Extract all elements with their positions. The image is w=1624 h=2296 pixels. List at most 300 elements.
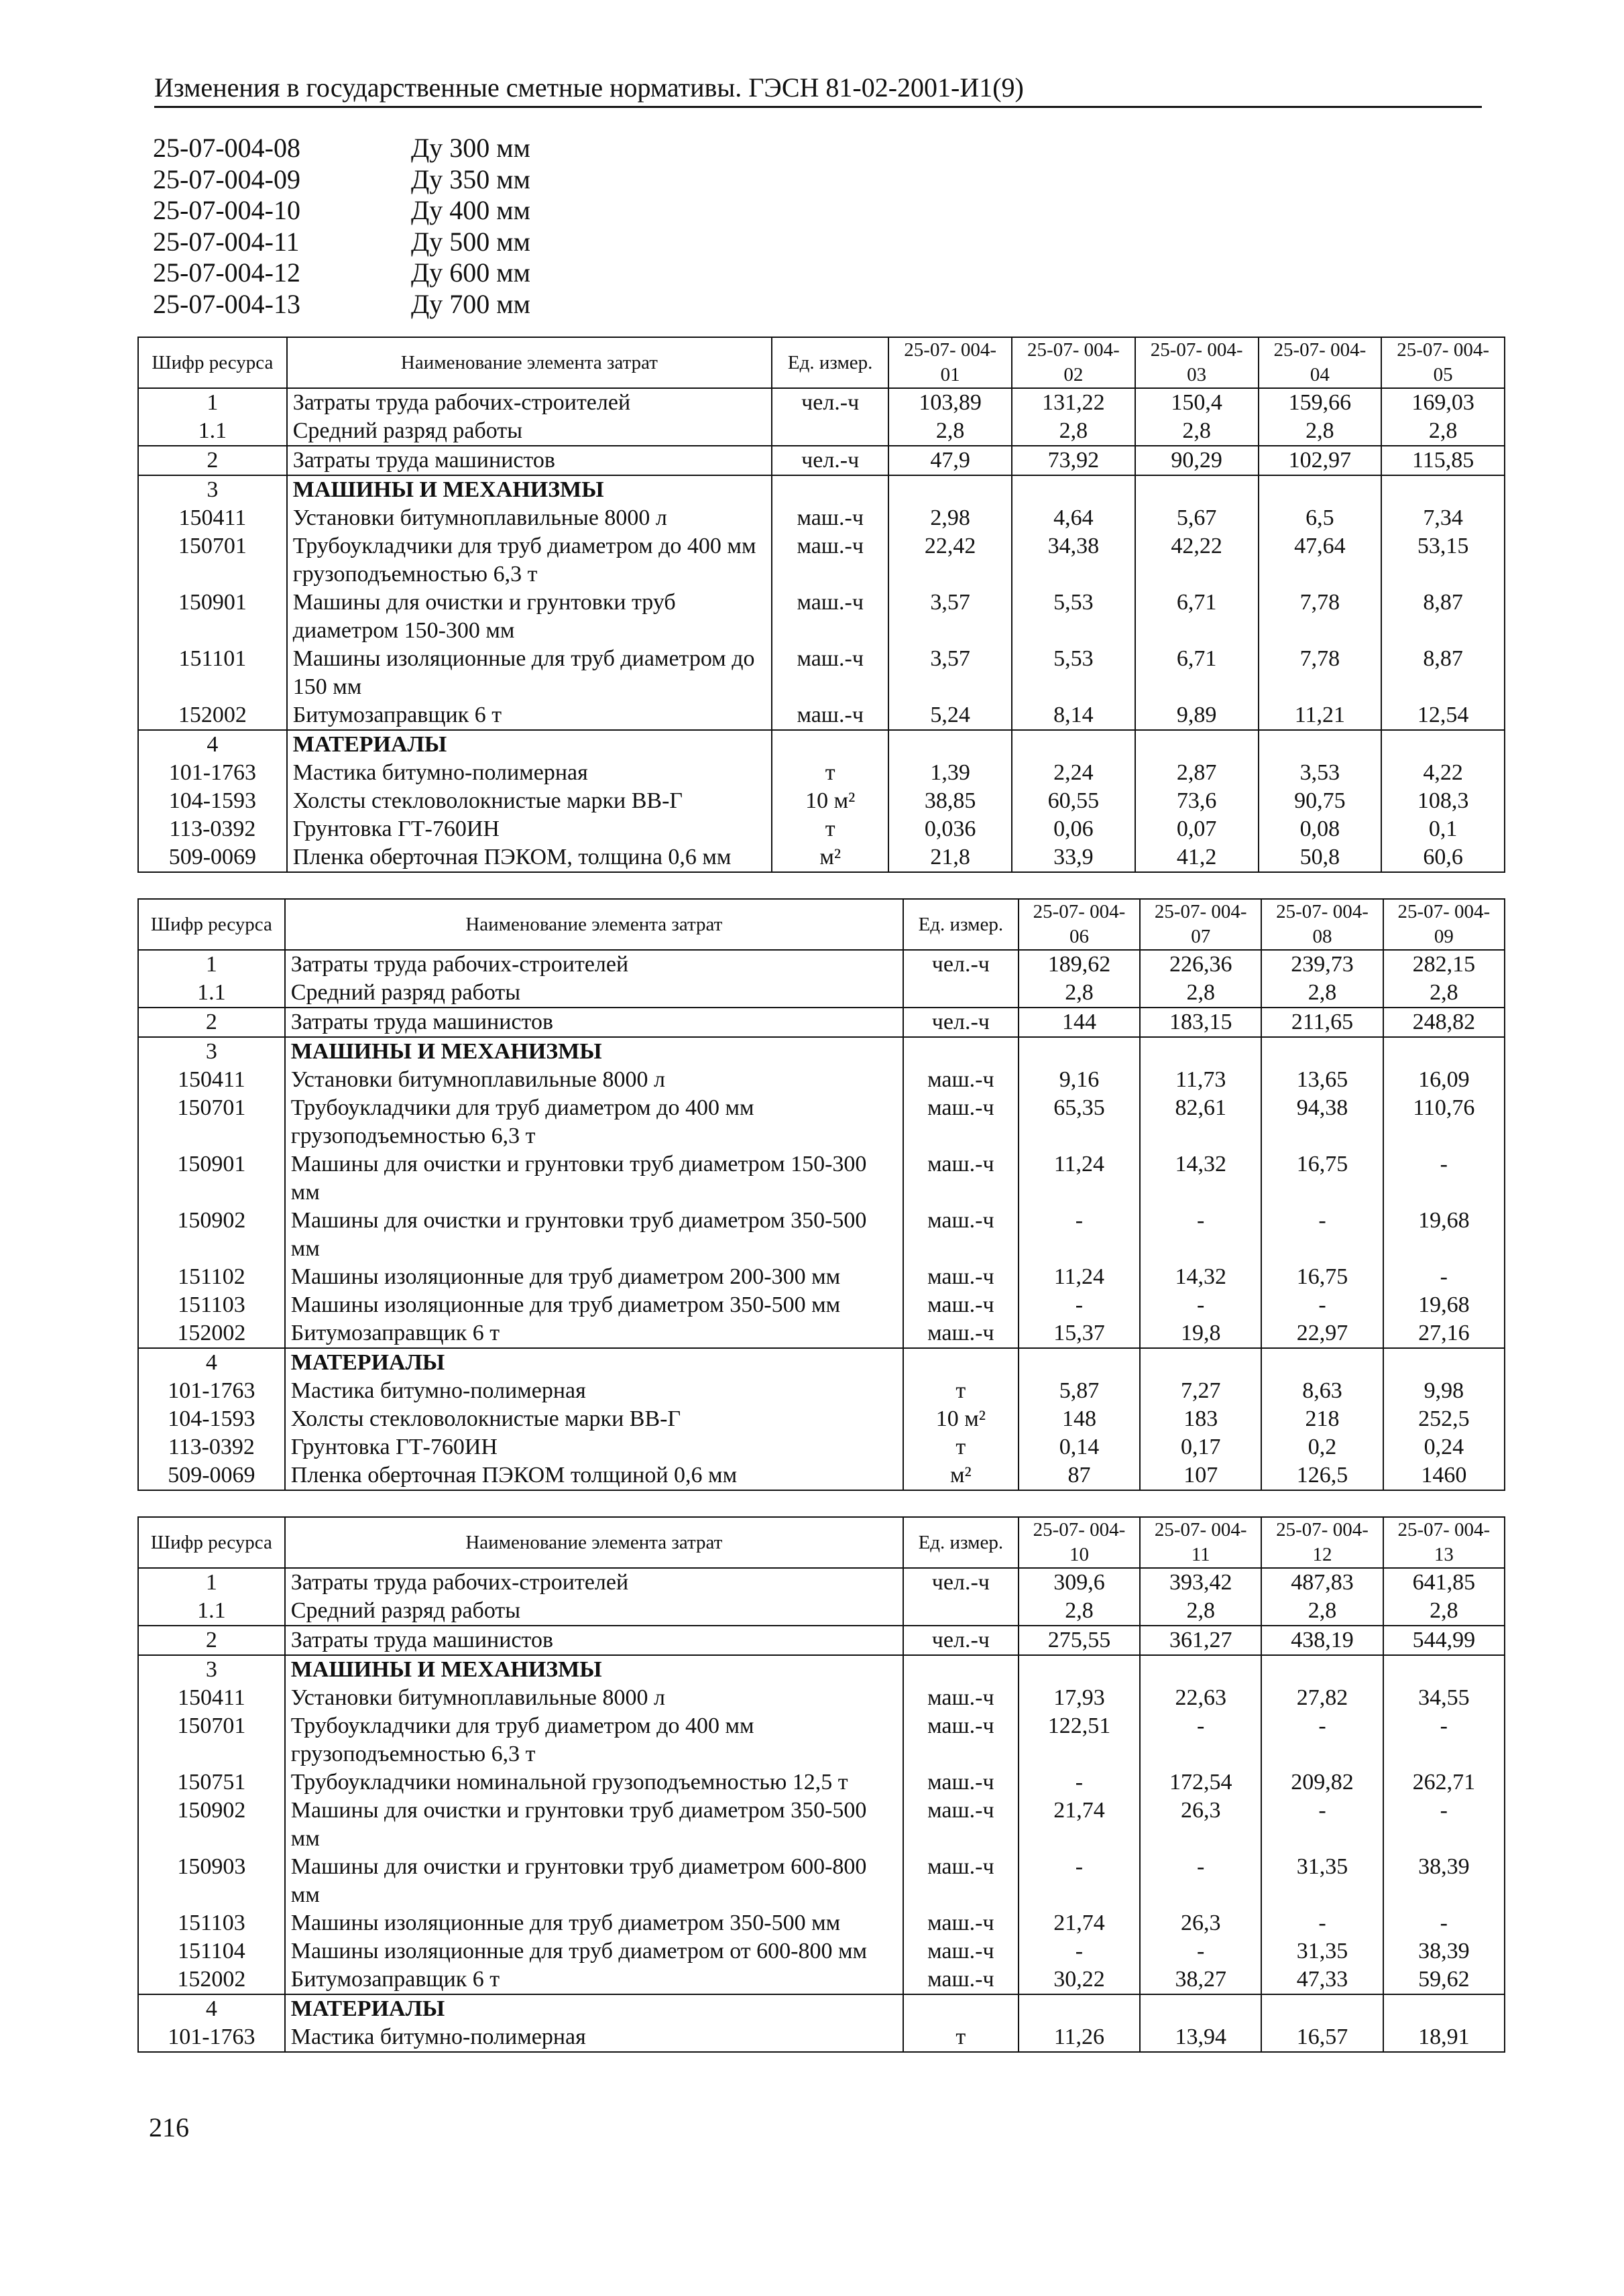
- section-row: [138, 1037, 1505, 1066]
- resource-code-cell: 150901: [138, 1150, 285, 1207]
- value-cell: 13,94: [1140, 2023, 1261, 2052]
- value-cell: [1019, 1994, 1140, 2023]
- resource-code-cell: 151104: [138, 1937, 285, 1966]
- value-cell: 22,63: [1140, 1684, 1261, 1712]
- unit-cell: маш.-ч: [903, 1768, 1019, 1797]
- value-cell: 2,8: [1019, 1597, 1140, 1626]
- unit-cell: [772, 475, 888, 504]
- cost-element-name-cell: Мастика битумно-полимерная: [290, 1378, 586, 1403]
- value-cell: 0,14: [1019, 1433, 1140, 1461]
- resource-code-cell: 152002: [138, 701, 287, 730]
- table-row: [138, 950, 1505, 979]
- unit-cell: 10 м²: [772, 787, 888, 815]
- table-row: [138, 1405, 1505, 1433]
- value-cell: 189,62: [1019, 950, 1140, 979]
- header-name-cell: Наименование элемента затрат: [285, 899, 903, 950]
- value-cell: 226,36: [1140, 950, 1261, 979]
- value-cell: 11,26: [1019, 2023, 1140, 2052]
- value-cell: 108,3: [1381, 787, 1505, 815]
- header-norm-code-cell: 25-07- 004-07: [1140, 899, 1261, 950]
- cost-element-name-cell: Холсты стекловолокнистые марки ВВ-Г: [290, 1406, 681, 1431]
- value-cell: 60,55: [1012, 787, 1135, 815]
- value-cell: 4,64: [1012, 504, 1135, 532]
- table-row: [138, 417, 1505, 446]
- value-cell: [1012, 730, 1135, 759]
- value-cell: [1381, 475, 1505, 504]
- value-cell: 47,9: [888, 446, 1012, 475]
- cost-element-name-cell: Машины изоляционные для труб диаметром до 150 мм: [292, 646, 755, 699]
- cost-element-name-cell: Трубоукладчики для труб диаметром до 400 мм грузоподъемностью 6,3 т: [290, 1713, 754, 1766]
- resource-code-cell: 150411: [138, 1684, 285, 1712]
- cost-element-name-cell: Холсты стекловолокнистые марки ВВ-Г: [292, 788, 683, 813]
- table-row: [138, 1684, 1505, 1712]
- resource-code-cell: 150903: [138, 1853, 285, 1909]
- value-cell: 5,53: [1012, 589, 1135, 645]
- value-cell: 172,54: [1140, 1768, 1261, 1797]
- value-cell: 1460: [1383, 1461, 1505, 1490]
- value-cell: 59,62: [1383, 1966, 1505, 1994]
- value-cell: 38,39: [1383, 1853, 1505, 1909]
- value-cell: 7,78: [1259, 589, 1382, 645]
- unit-cell: т: [772, 759, 888, 787]
- value-cell: 0,036: [888, 815, 1012, 843]
- resource-code-cell: 150701: [138, 1712, 285, 1768]
- value-cell: -: [1261, 1909, 1383, 1937]
- unit-cell: [903, 1655, 1019, 1684]
- cost-element-name-cell: Машины для очистки и грунтовки труб диаметром 350-500 мм: [290, 1208, 867, 1261]
- resource-code-cell: 4: [138, 730, 287, 759]
- cost-element-name-cell: Машины изоляционные для труб диаметром 350-500 мм: [290, 1911, 841, 1935]
- resource-code-cell: 113-0392: [138, 1433, 285, 1461]
- value-cell: 15,37: [1019, 1319, 1140, 1348]
- value-cell: 73,92: [1012, 446, 1135, 475]
- item-desc: Ду 600 мм: [411, 257, 530, 288]
- value-cell: 11,73: [1140, 1066, 1261, 1094]
- value-cell: 0,2: [1261, 1433, 1383, 1461]
- value-cell: 2,24: [1012, 759, 1135, 787]
- resource-code-cell: 101-1763: [138, 2023, 285, 2052]
- value-cell: [1140, 1348, 1261, 1377]
- value-cell: 19,8: [1140, 1319, 1261, 1348]
- value-cell: 282,15: [1383, 950, 1505, 979]
- value-cell: 6,5: [1259, 504, 1382, 532]
- value-cell: 309,6: [1019, 1568, 1140, 1597]
- value-cell: 26,3: [1140, 1909, 1261, 1937]
- value-cell: 2,8: [1012, 417, 1135, 446]
- value-cell: 252,5: [1383, 1405, 1505, 1433]
- resource-code-cell: 150902: [138, 1207, 285, 1263]
- unit-cell: [903, 1037, 1019, 1066]
- cost-element-name-cell: Битумозаправщик 6 т: [292, 703, 502, 727]
- unit-cell: маш.-ч: [772, 589, 888, 645]
- unit-cell: маш.-ч: [903, 1319, 1019, 1348]
- value-cell: 3,53: [1259, 759, 1382, 787]
- page-header: Изменения в государственные сметные нормативы. ГЭСН 81-02-2001-И1(9): [154, 72, 1482, 108]
- value-cell: 13,65: [1261, 1066, 1383, 1094]
- value-cell: 5,67: [1135, 504, 1259, 532]
- value-cell: 239,73: [1261, 950, 1383, 979]
- value-cell: -: [1019, 1853, 1140, 1909]
- value-cell: 110,76: [1383, 1094, 1505, 1150]
- cost-element-name-cell: Средний разряд работы: [290, 980, 521, 1005]
- unit-cell: т: [772, 815, 888, 843]
- value-cell: [888, 730, 1012, 759]
- value-cell: -: [1383, 1712, 1505, 1768]
- value-cell: 0,24: [1383, 1433, 1505, 1461]
- resource-code-cell: 2: [138, 1008, 285, 1037]
- value-cell: 11,24: [1019, 1263, 1140, 1291]
- value-cell: -: [1140, 1291, 1261, 1319]
- cost-element-name-cell: Затраты труда рабочих-строителей: [285, 950, 903, 979]
- cost-element-name-cell: Машины изоляционные для труб диаметром 350-500 мм: [290, 1292, 841, 1317]
- unit-cell: т: [903, 1433, 1019, 1461]
- value-cell: -: [1261, 1291, 1383, 1319]
- value-cell: 50,8: [1259, 843, 1382, 872]
- unit-cell: чел.-ч: [772, 388, 888, 417]
- value-cell: 144: [1019, 1008, 1140, 1037]
- value-cell: 8,87: [1381, 645, 1505, 701]
- cost-element-name-cell: Установки битумноплавильные 8000 л: [290, 1067, 665, 1092]
- resource-code-cell: 101-1763: [138, 759, 287, 787]
- value-cell: 17,93: [1019, 1684, 1140, 1712]
- value-cell: [1383, 1348, 1505, 1377]
- value-cell: [1383, 1655, 1505, 1684]
- resource-code-cell: 1.1: [138, 979, 285, 1008]
- value-cell: 487,83: [1261, 1568, 1383, 1597]
- value-cell: 2,8: [1019, 979, 1140, 1008]
- value-cell: 7,27: [1140, 1377, 1261, 1405]
- unit-cell: маш.-ч: [903, 1937, 1019, 1966]
- value-cell: 6,71: [1135, 645, 1259, 701]
- value-cell: 73,6: [1135, 787, 1259, 815]
- value-cell: [1140, 1655, 1261, 1684]
- unit-cell: чел.-ч: [903, 1008, 1019, 1037]
- value-cell: -: [1140, 1937, 1261, 1966]
- value-cell: -: [1383, 1263, 1505, 1291]
- value-cell: 33,9: [1012, 843, 1135, 872]
- table-row: [138, 759, 1505, 787]
- value-cell: 82,61: [1140, 1094, 1261, 1150]
- cost-element-name-cell: Машины для очистки и грунтовки труб диаметром 150-300 мм: [290, 1152, 867, 1205]
- value-cell: 641,85: [1383, 1568, 1505, 1597]
- table-header-row: [138, 899, 1505, 950]
- resource-code-cell: 152002: [138, 1966, 285, 1994]
- resource-code-cell: 3: [138, 1655, 285, 1684]
- table-row: [138, 1207, 1505, 1263]
- cost-element-name-cell: Затраты труда машинистов: [285, 1626, 903, 1655]
- value-cell: 159,66: [1259, 388, 1382, 417]
- value-cell: 0,1: [1381, 815, 1505, 843]
- table-row: [138, 388, 1505, 417]
- value-cell: [1259, 730, 1382, 759]
- resource-code-cell: 152002: [138, 1319, 285, 1348]
- table-row: [138, 1626, 1505, 1655]
- value-cell: 2,8: [1140, 1597, 1261, 1626]
- codes-list: [153, 133, 530, 320]
- header-name-cell: Наименование элемента затрат: [287, 337, 772, 388]
- unit-cell: чел.-ч: [903, 950, 1019, 979]
- resource-code-cell: 1: [138, 1568, 285, 1597]
- value-cell: 0,07: [1135, 815, 1259, 843]
- item-code: 25-07-004-08: [153, 133, 300, 163]
- value-cell: -: [1261, 1797, 1383, 1853]
- cost-element-name-cell: Машины изоляционные для труб диаметром 200-300 мм: [290, 1264, 841, 1289]
- value-cell: -: [1019, 1768, 1140, 1797]
- value-cell: 126,5: [1261, 1461, 1383, 1490]
- item-code: 25-07-004-11: [153, 226, 300, 257]
- resource-code-cell: 509-0069: [138, 1461, 285, 1490]
- table-row: [138, 979, 1505, 1008]
- cost-element-name-cell: Грунтовка ГТ-760ИН: [290, 1435, 498, 1459]
- table-row: [138, 1008, 1505, 1037]
- value-cell: [1140, 1037, 1261, 1066]
- table-row: [138, 1937, 1505, 1966]
- value-cell: 18,91: [1383, 2023, 1505, 2052]
- cost-element-name-cell: Машины для очистки и грунтовки труб диаметром 150-300 мм: [292, 590, 676, 643]
- resource-code-cell: 4: [138, 1348, 285, 1377]
- table-row: [138, 589, 1505, 645]
- unit-cell: [772, 417, 888, 446]
- resource-code-cell: 2: [138, 1626, 285, 1655]
- table-row: [138, 1909, 1505, 1937]
- value-cell: -: [1383, 1909, 1505, 1937]
- codes-list-item: [153, 164, 530, 196]
- resource-code-cell: 104-1593: [138, 787, 287, 815]
- codes-list-item: [153, 289, 530, 320]
- cost-element-name-cell: Затраты труда рабочих-строителей: [287, 388, 772, 417]
- value-cell: -: [1019, 1207, 1140, 1263]
- unit-cell: маш.-ч: [772, 645, 888, 701]
- header-norm-code-cell: 25-07- 004-03: [1135, 337, 1259, 388]
- value-cell: 2,8: [1259, 417, 1382, 446]
- resource-code-cell: 150751: [138, 1768, 285, 1797]
- cost-element-name-cell: МАТЕРИАЛЫ: [285, 1348, 903, 1377]
- cost-element-name-cell: Средний разряд работы: [292, 418, 523, 443]
- value-cell: 2,8: [888, 417, 1012, 446]
- header-norm-code-cell: 25-07- 004-06: [1019, 899, 1140, 950]
- table-row: [138, 701, 1505, 730]
- cost-element-name-cell: Затраты труда рабочих-строителей: [285, 1568, 903, 1597]
- norms-table-2: [137, 898, 1505, 1491]
- table-row: [138, 1597, 1505, 1626]
- unit-cell: маш.-ч: [903, 1966, 1019, 1994]
- cost-element-name-cell: Битумозаправщик 6 т: [290, 1967, 500, 1992]
- unit-cell: [903, 1348, 1019, 1377]
- value-cell: 5,53: [1012, 645, 1135, 701]
- table-row: [138, 815, 1505, 843]
- value-cell: 107: [1140, 1461, 1261, 1490]
- resource-code-cell: 150701: [138, 532, 287, 589]
- header-norm-code-cell: 25-07- 004-11: [1140, 1517, 1261, 1568]
- unit-cell: маш.-ч: [772, 532, 888, 589]
- resource-code-cell: 101-1763: [138, 1377, 285, 1405]
- value-cell: 5,24: [888, 701, 1012, 730]
- section-row: [138, 475, 1505, 504]
- value-cell: 6,71: [1135, 589, 1259, 645]
- value-cell: 22,42: [888, 532, 1012, 589]
- resource-code-cell: 1.1: [138, 1597, 285, 1626]
- value-cell: 5,87: [1019, 1377, 1140, 1405]
- value-cell: 53,15: [1381, 532, 1505, 589]
- value-cell: 150,4: [1135, 388, 1259, 417]
- value-cell: 87: [1019, 1461, 1140, 1490]
- value-cell: 103,89: [888, 388, 1012, 417]
- item-desc: Ду 400 мм: [411, 195, 530, 225]
- header-norm-code-cell: 25-07- 004-12: [1261, 1517, 1383, 1568]
- item-desc: Ду 300 мм: [411, 133, 530, 163]
- value-cell: 34,55: [1383, 1684, 1505, 1712]
- value-cell: 275,55: [1019, 1626, 1140, 1655]
- value-cell: [1261, 1037, 1383, 1066]
- table-row: [138, 1568, 1505, 1597]
- unit-cell: [903, 979, 1019, 1008]
- value-cell: 4,22: [1381, 759, 1505, 787]
- value-cell: 361,27: [1140, 1626, 1261, 1655]
- resource-code-cell: 151102: [138, 1263, 285, 1291]
- value-cell: 7,78: [1259, 645, 1382, 701]
- table-row: [138, 1797, 1505, 1853]
- resource-code-cell: 3: [138, 1037, 285, 1066]
- value-cell: -: [1019, 1937, 1140, 1966]
- value-cell: 26,3: [1140, 1797, 1261, 1853]
- cost-element-name-cell: Машины для очистки и грунтовки труб диаметром 350-500 мм: [290, 1798, 867, 1851]
- value-cell: 0,17: [1140, 1433, 1261, 1461]
- value-cell: 544,99: [1383, 1626, 1505, 1655]
- value-cell: [1019, 1348, 1140, 1377]
- header-norm-code-cell: 25-07- 004-04: [1259, 337, 1382, 388]
- header-norm-code-cell: 25-07- 004-02: [1012, 337, 1135, 388]
- value-cell: 12,54: [1381, 701, 1505, 730]
- value-cell: [1012, 475, 1135, 504]
- unit-cell: [772, 730, 888, 759]
- header-code-cell: Шифр ресурса: [138, 1517, 285, 1568]
- cost-element-name-cell: Установки битумноплавильные 8000 л: [290, 1685, 665, 1710]
- cost-element-name-cell: Трубоукладчики для труб диаметром до 400 мм грузоподъемностью 6,3 т: [290, 1095, 754, 1148]
- resource-code-cell: 113-0392: [138, 815, 287, 843]
- value-cell: 41,2: [1135, 843, 1259, 872]
- cost-element-name-cell: МАШИНЫ И МЕХАНИЗМЫ: [287, 475, 772, 504]
- table-row: [138, 1433, 1505, 1461]
- value-cell: 94,38: [1261, 1094, 1383, 1150]
- value-cell: 169,03: [1381, 388, 1505, 417]
- table-row: [138, 1319, 1505, 1348]
- value-cell: [1383, 1994, 1505, 2023]
- value-cell: 14,32: [1140, 1150, 1261, 1207]
- table-row: [138, 1291, 1505, 1319]
- value-cell: 131,22: [1012, 388, 1135, 417]
- table-row: [138, 1066, 1505, 1094]
- page-number: 216: [149, 2112, 189, 2142]
- value-cell: [1261, 1655, 1383, 1684]
- header-norm-code-cell: 25-07- 004-09: [1383, 899, 1505, 950]
- table-row: [138, 843, 1505, 872]
- value-cell: 21,74: [1019, 1909, 1140, 1937]
- resource-code-cell: 509-0069: [138, 843, 287, 872]
- header-norm-code-cell: 25-07- 004-08: [1261, 899, 1383, 950]
- value-cell: 2,8: [1261, 1597, 1383, 1626]
- cost-element-name-cell: МАШИНЫ И МЕХАНИЗМЫ: [285, 1655, 903, 1684]
- norms-table-1: [137, 337, 1505, 873]
- resource-code-cell: 150901: [138, 589, 287, 645]
- unit-cell: маш.-ч: [903, 1094, 1019, 1150]
- unit-cell: 10 м²: [903, 1405, 1019, 1433]
- value-cell: 0,06: [1012, 815, 1135, 843]
- table-row: [138, 1150, 1505, 1207]
- value-cell: 7,34: [1381, 504, 1505, 532]
- header-code-cell: Шифр ресурса: [138, 899, 285, 950]
- header-norm-code-cell: 25-07- 004-01: [888, 337, 1012, 388]
- value-cell: 2,98: [888, 504, 1012, 532]
- value-cell: [1261, 1348, 1383, 1377]
- value-cell: 2,8: [1381, 417, 1505, 446]
- value-cell: -: [1140, 1207, 1261, 1263]
- value-cell: 2,8: [1383, 979, 1505, 1008]
- table-row: [138, 1853, 1505, 1909]
- value-cell: 8,14: [1012, 701, 1135, 730]
- codes-list-item: [153, 133, 530, 164]
- table-row: [138, 2023, 1505, 2052]
- unit-cell: маш.-ч: [903, 1066, 1019, 1094]
- table-row: [138, 1377, 1505, 1405]
- cost-element-name-cell: Трубоукладчики для труб диаметром до 400 мм грузоподъемностью 6,3 т: [292, 534, 756, 587]
- item-desc: Ду 700 мм: [411, 288, 530, 319]
- value-cell: 11,21: [1259, 701, 1382, 730]
- value-cell: 3,57: [888, 645, 1012, 701]
- cost-element-name-cell: Грунтовка ГТ-760ИН: [292, 817, 500, 841]
- unit-cell: маш.-ч: [903, 1150, 1019, 1207]
- value-cell: 1,39: [888, 759, 1012, 787]
- value-cell: [1259, 475, 1382, 504]
- section-row: [138, 730, 1505, 759]
- unit-cell: чел.-ч: [903, 1626, 1019, 1655]
- item-code: 25-07-004-12: [153, 257, 300, 288]
- cost-element-name-cell: Мастика битумно-полимерная: [292, 760, 588, 785]
- table-row: [138, 446, 1505, 475]
- unit-cell: маш.-ч: [903, 1909, 1019, 1937]
- cost-element-name-cell: Пленка оберточная ПЭКОМ, толщина 0,6 мм: [287, 843, 772, 872]
- value-cell: 2,87: [1135, 759, 1259, 787]
- value-cell: 47,33: [1261, 1966, 1383, 1994]
- cost-element-name-cell: Затраты труда машинистов: [285, 1008, 903, 1037]
- value-cell: [1261, 1994, 1383, 2023]
- unit-cell: [903, 1994, 1019, 2023]
- value-cell: -: [1261, 1207, 1383, 1263]
- value-cell: 27,82: [1261, 1684, 1383, 1712]
- unit-cell: маш.-ч: [903, 1207, 1019, 1263]
- codes-list-item: [153, 227, 530, 258]
- codes-list-item: [153, 195, 530, 227]
- value-cell: 16,75: [1261, 1150, 1383, 1207]
- table-header-row: [138, 337, 1505, 388]
- item-code: 25-07-004-09: [153, 164, 300, 194]
- header-norm-code-cell: 25-07- 004-13: [1383, 1517, 1505, 1568]
- value-cell: 90,29: [1135, 446, 1259, 475]
- header-unit-cell: Ед. измер.: [772, 337, 888, 388]
- value-cell: 9,16: [1019, 1066, 1140, 1094]
- value-cell: 16,57: [1261, 2023, 1383, 2052]
- unit-cell: м²: [903, 1461, 1019, 1490]
- cost-element-name-cell: Пленка оберточная ПЭКОМ толщиной 0,6 мм: [285, 1461, 903, 1490]
- header-norm-code-cell: 25-07- 004-10: [1019, 1517, 1140, 1568]
- value-cell: 31,35: [1261, 1853, 1383, 1909]
- table-row: [138, 532, 1505, 589]
- value-cell: [1135, 730, 1259, 759]
- value-cell: -: [1383, 1150, 1505, 1207]
- codes-list-item: [153, 257, 530, 289]
- item-code: 25-07-004-10: [153, 195, 300, 225]
- value-cell: [1383, 1037, 1505, 1066]
- table-row: [138, 1094, 1505, 1150]
